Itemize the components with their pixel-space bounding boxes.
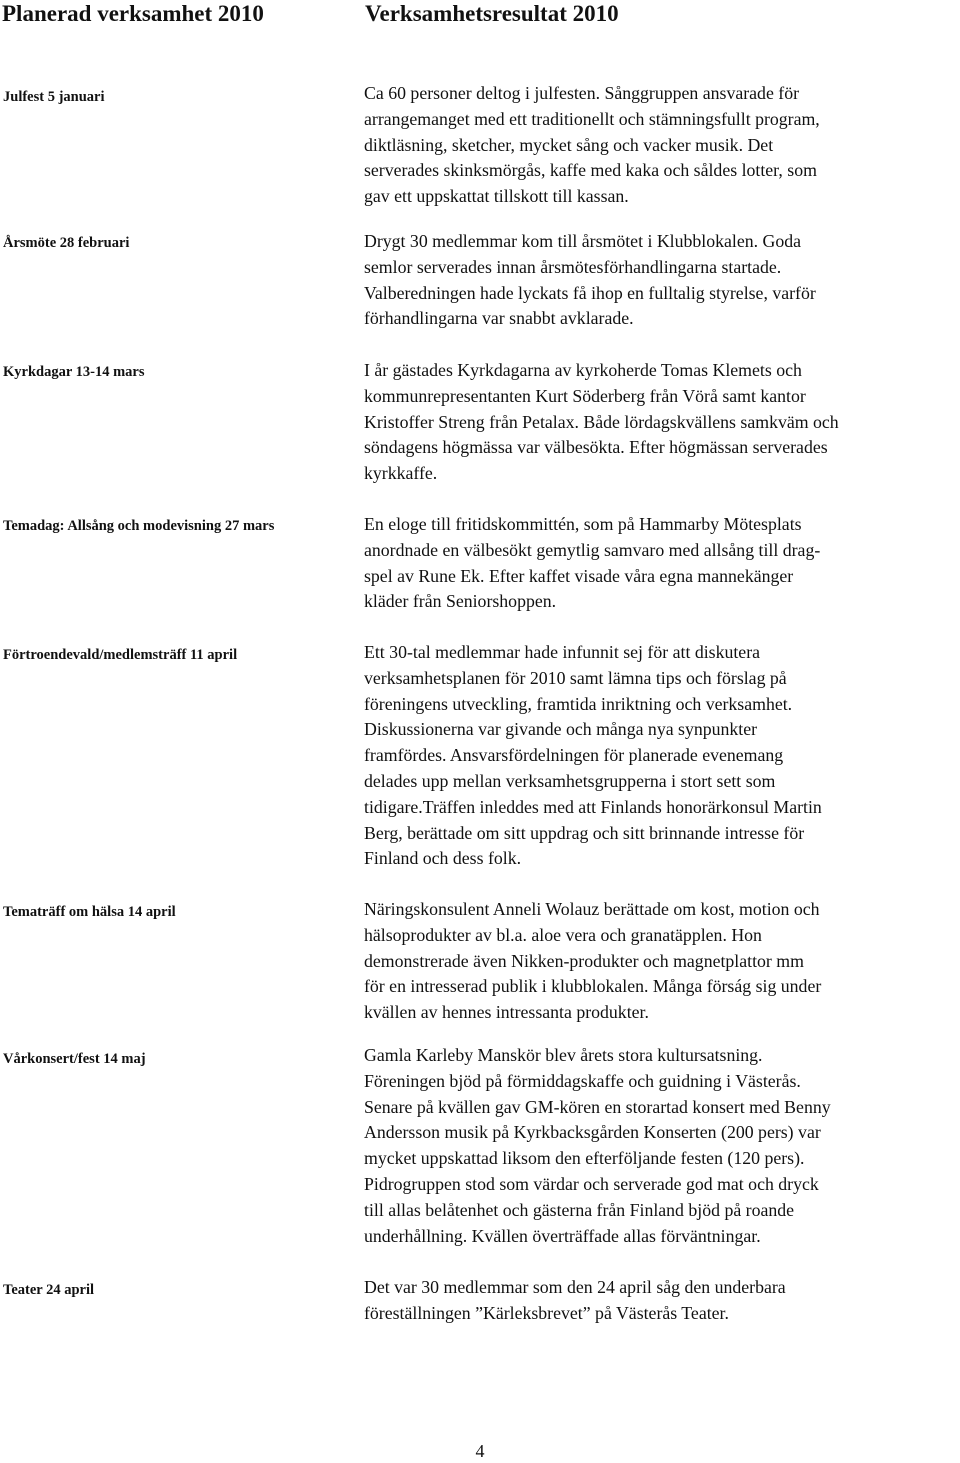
header-results: Verksamhetsresultat 2010 (365, 1, 619, 26)
row-text-kyrkdagar: I år gästades Kyrkdagarna av kyrkoherde Tomas Klemets och kommunrepresentanten Kurt Söderberg från Vörå samt kantor Kristoffer Streng från Petalax. Både lördagskvällens samkväm och söndagens högmässa var välbesökta. Efter högmässan serverades kyrkkaffe. (364, 360, 839, 484)
row-label-kyrkdagar: Kyrkdagar 13-14 mars (3, 364, 145, 380)
row-label-fortroendevald: Förtroendevald/medlemsträff 11 april (3, 647, 238, 663)
row-label-julfest: Julfest 5 januari (3, 89, 105, 105)
row-text-teater: Det var 30 medlemmar som den 24 april såg den underbara föreställningen ”Kärleksbrevet” på Västerås Teater. (364, 1277, 786, 1323)
row-text-tematraff: Näringskonsulent Anneli Wolauz berättade om kost, motion och hälsoprodukter av bl.a. aloe vera och granatäpplen. Hon demonstrerade även Nikken-produkter och magnetplattor mm för en intresserad publik i klubblokalen. Många förság sig under kvällen av hennes intressanta produkter. (364, 899, 822, 1023)
page-number: 4 (475, 1441, 485, 1461)
row-label-arsmote: Årsmöte 28 februari (3, 235, 130, 251)
row-label-tematraff: Tematräff om hälsa 14 april (3, 904, 176, 920)
row-label-temadag: Temadag: Allsång och modevisning 27 mars (3, 518, 275, 534)
row-text-julfest: Ca 60 personer deltog i julfesten. Sånggruppen ansvarade för arrangemanget med ett traditionellt och stämningsfullt program, diktläsning, sketcher, mycket sång och vacker musik. Det serverades skinksmörgås, kaffe med kaka och såldes lotter, som gav ett uppskattat tillskott till kassan. (364, 83, 820, 207)
row-text-varkonsert: Gamla Karleby Manskör blev årets stora kultursatsning. Föreningen bjöd på förmiddagskaffe och guidning i Västerås. Senare på kvällen gav GM-kören en storartad konsert med Benny Andersson musik på Kyrkbacksgården Konserten (200 pers) var mycket uppskattad liksom den efterföljande festen (120 pers). Pidrogruppen stod som värdar och serverade god mat och dryck till allas belåtenhet och gästerna från Finland bjöd på roande underhållning. Kvällen överträffade allas förväntningar. (364, 1045, 831, 1246)
row-label-teater: Teater 24 april (3, 1282, 95, 1298)
row-label-varkonsert: Vårkonsert/fest 14 maj (3, 1051, 146, 1067)
row-text-fortroendevald: Ett 30-tal medlemmar hade infunnit sej för att diskutera verksamhetsplanen för 2010 samt lämna tips och förslag på föreningens utveckling, framtida inriktning och verksamhet. Diskussionerna var givande och många nya synpunkter framfördes. Ansvarsfördelningen för planerade evenemang delades upp mellan verksamhetsgrupperna i stort sett som tidigare.Träffen inleddes med att Finlands honorärkonsul Martin Berg, berättade om sitt uppdrag och sitt brinnande intresse för Finland och dess folk. (364, 642, 822, 869)
row-text-arsmote: Drygt 30 medlemmar kom till årsmötet i Klubblokalen. Goda semlor serverades innan årsmötesförhandlingarna startade. Valberedningen hade lyckats få ihop en fulltalig styrelse, varför förhandlingarna var snabbt avklarade. (364, 231, 816, 329)
row-text-temadag: En eloge till fritidskommittén, som på Hammarby Mötesplats anordnade en välbesökt gemytlig samvaro med allsång till drag- spel av Rune Ek. Efter kaffet visade våra egna mannekänger kläder från Seniorshoppen. (364, 514, 821, 612)
header-planned: Planerad verksamhet 2010 (2, 1, 264, 26)
